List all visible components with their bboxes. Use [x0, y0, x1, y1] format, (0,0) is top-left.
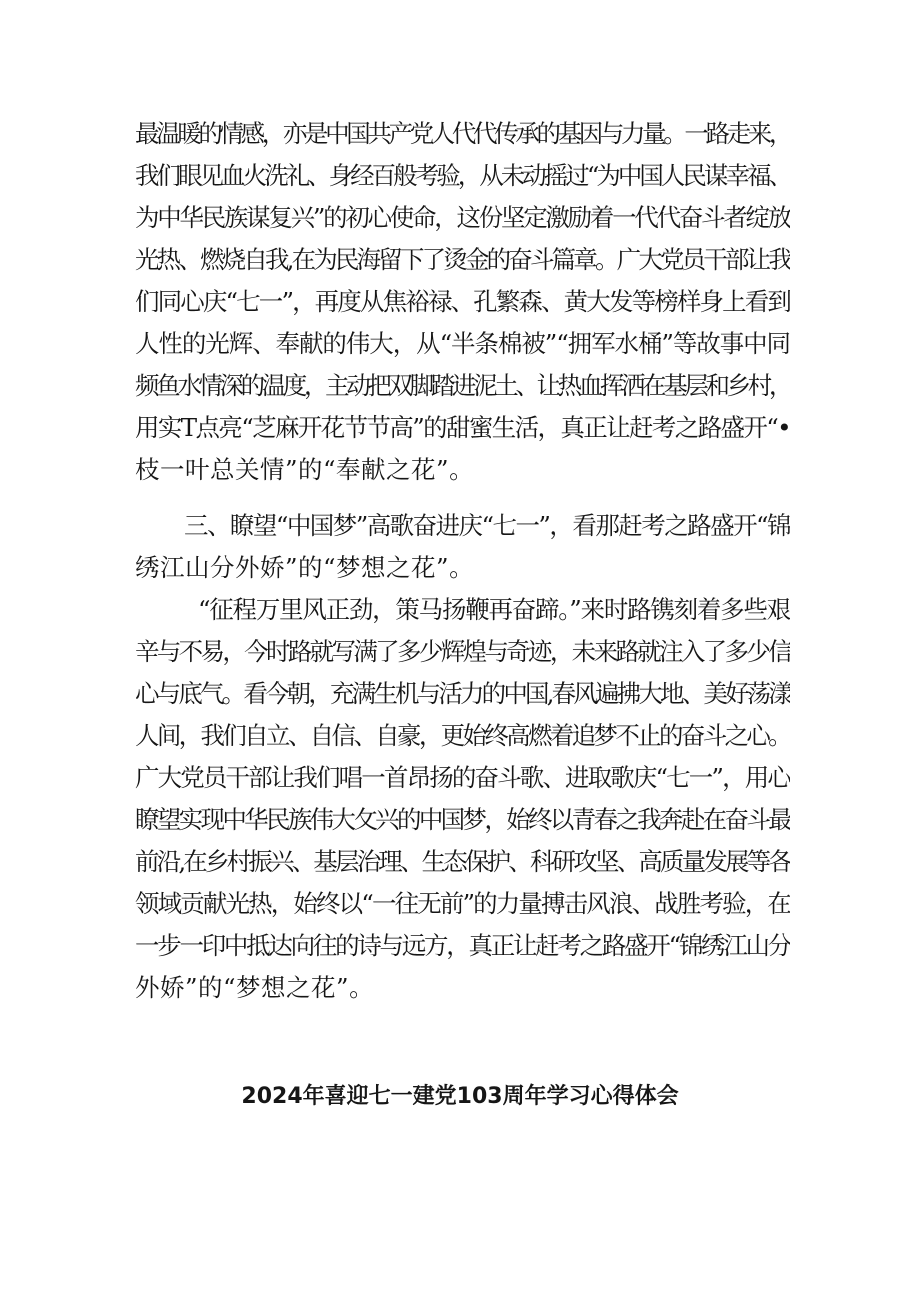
text-line: 外娇”的“梦想之花”。	[135, 973, 375, 1002]
text-line: “征程万里风正劲，策马扬鞭再奋蹄。”来时路镌刻着多些艰	[198, 595, 790, 624]
text-line: 我们眼见血火洗礼、身经百般考验，从未动摇过“为中国人民谋幸福、	[135, 161, 790, 190]
text-line: 辛与不易，今时路就写满了多少辉煌与奇迹，未来路就注入了多少信	[135, 637, 790, 666]
text-line: 广大党员干部让我们唱一首昂扬的奋斗歌、进取歌庆“七一”，用心	[135, 763, 790, 792]
text-line: 为中华民族谋复兴”的初心使命，这份坚定激励着一代代奋斗者绽放	[135, 203, 790, 232]
text-line: 人性的光辉、奉献的伟大，从“半条棉被”“拥军水桶”等故事中同	[135, 329, 790, 358]
text-line: 频鱼水情深的温度，主动把双脚踏进泥土、让热血挥洒在基层和乡村，	[135, 371, 790, 400]
text-line: 光热、燃烧自我,在为民海留下了烫金的奋斗篇章。广大党员干部让我	[135, 245, 790, 274]
text-line: 们同心庆“七一”，再度从焦裕禄、孔繁森、黄大发等榜样身上看到	[135, 287, 790, 316]
document-title: 2024年喜迎七一建党103周年学习心得体会	[241, 1084, 679, 1109]
text-line: 瞭望实现中华民族伟大攵兴的中国梦，始终以青春之我奔赴在奋斗最	[135, 805, 790, 834]
text-line: 用实T点亮“芝麻开花节节高”的甜蜜生活，真正让赶考之路盛开“•	[135, 413, 790, 442]
text-line: 一步一印中抵达向往的诗与远方，真正让赶考之路盛开“锦绣江山分	[135, 931, 790, 960]
text-line: 心与底气。看今朝，充满生机与活力的中国,春风遍拂大地、美好荡漾	[135, 679, 790, 708]
section-heading-line: 绣江山分外娇”的“梦想之花”。	[135, 553, 475, 582]
text-line: 前沿,在乡村振兴、基层治理、生态保护、科研攻坚、高质量发展等各	[135, 847, 790, 876]
section-heading-line: 三、瞭望“中国梦”高歌奋进庆“七一”，看那赶考之路盛开“锦	[184, 511, 790, 540]
text-line: 枝一叶总关情”的“奉献之花”。	[135, 455, 475, 484]
text-line: 人间，我们自立、自信、自豪，更始终高燃着追梦不止的奋斗之心。	[135, 721, 790, 750]
text-line: 领域贡献光热，始终以“一往无前”的力量搏击风浪、战胜考验，在	[135, 889, 790, 918]
text-line: 最温暖的情感，亦是中国共产党人代代传承的基因与力量。一路走来，	[135, 119, 790, 148]
